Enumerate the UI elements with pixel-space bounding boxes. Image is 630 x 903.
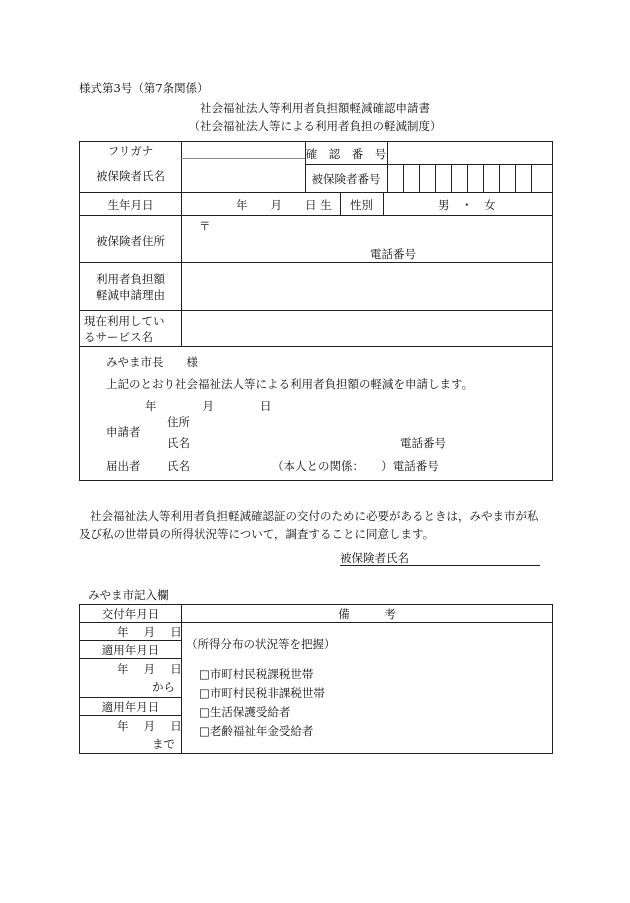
applicant-address-label: 住所 xyxy=(167,415,190,429)
form-subtitle: （社会福祉法人等による利用者負担の軽減制度） xyxy=(188,119,442,133)
sex-label: 性別 xyxy=(350,198,373,212)
apply-until-date: 年 月 日 xyxy=(117,719,182,733)
notifier-name-label: 氏名 xyxy=(167,459,190,473)
applicant-label: 申請者 xyxy=(106,425,141,439)
postal-mark: 〒 xyxy=(199,219,211,233)
service-label-2: るサービス名 xyxy=(84,330,153,344)
from-label: から xyxy=(152,680,175,694)
form-title: 社会福祉法人等利用者負担額軽減確認申請書 xyxy=(200,101,430,115)
form-number: 様式第3号（第7条関係） xyxy=(79,81,209,95)
dob-format: 年 月 日 生 xyxy=(236,198,332,212)
insured-signature-label: 被保険者氏名 xyxy=(340,551,409,565)
insured-number-label: 被保険者番号 xyxy=(311,172,381,186)
application-statement: 上記のとおり社会福祉法人等による利用者負担額の軽減を申請します。 xyxy=(106,377,474,391)
consent-line-1: 社会福祉法人等利用者負担軽減確認証の交付のために必要があるときは，みやま市が私 xyxy=(90,509,539,523)
confirm-number-label: 確 認 番 号 xyxy=(305,147,387,161)
address-phone-label: 電話番号 xyxy=(370,247,416,261)
apply-date-label-1: 適用年月日 xyxy=(101,643,160,657)
address-label: 被保険者住所 xyxy=(96,234,165,248)
insured-name-label: 被保険者氏名 xyxy=(96,169,165,183)
furigana-label: フリガナ xyxy=(107,144,154,158)
applicant-phone-label: 電話番号 xyxy=(400,436,446,450)
issue-date-format: 年 月 日 xyxy=(117,625,182,639)
application-date: 年 月 日 xyxy=(145,399,272,413)
signature-line xyxy=(340,565,540,566)
remarks-label: 備 考 xyxy=(338,607,396,621)
dob-label: 生年月日 xyxy=(107,198,154,212)
reason-label-1: 利用者負担額 xyxy=(96,272,165,286)
check-taxable-household[interactable]: □市町村民税課税世帯 xyxy=(199,667,314,681)
apply-from-date: 年 月 日 xyxy=(117,662,182,676)
until-label: まで xyxy=(152,737,175,751)
check-pension-recipient[interactable]: □老齢福祉年金受給者 xyxy=(199,724,314,738)
service-label-1: 現在利用してい xyxy=(84,314,165,328)
consent-line-2: 及び私の世帯員の所得状況等について，調査することに同意します。 xyxy=(79,527,435,541)
issue-date-label: 交付年月日 xyxy=(101,607,160,621)
notifier-relation: （本人との関係： ）電話番号 xyxy=(272,459,439,473)
sex-options: 男 ・ 女 xyxy=(438,198,496,212)
notifier-label: 届出者 xyxy=(106,459,141,473)
addressee: みやま市長 様 xyxy=(106,355,198,369)
apply-date-label-2: 適用年月日 xyxy=(101,700,160,714)
remarks-note: （所得分布の状況等を把握） xyxy=(186,637,336,651)
check-welfare-recipient[interactable]: □生活保護受給者 xyxy=(199,705,291,719)
applicant-name-label: 氏名 xyxy=(167,436,190,450)
reason-label-2: 軽減申請理由 xyxy=(96,288,165,302)
check-nontaxable-household[interactable]: □市町村民税非課税世帯 xyxy=(199,686,325,700)
office-use-heading: みやま市記入欄 xyxy=(88,588,169,602)
